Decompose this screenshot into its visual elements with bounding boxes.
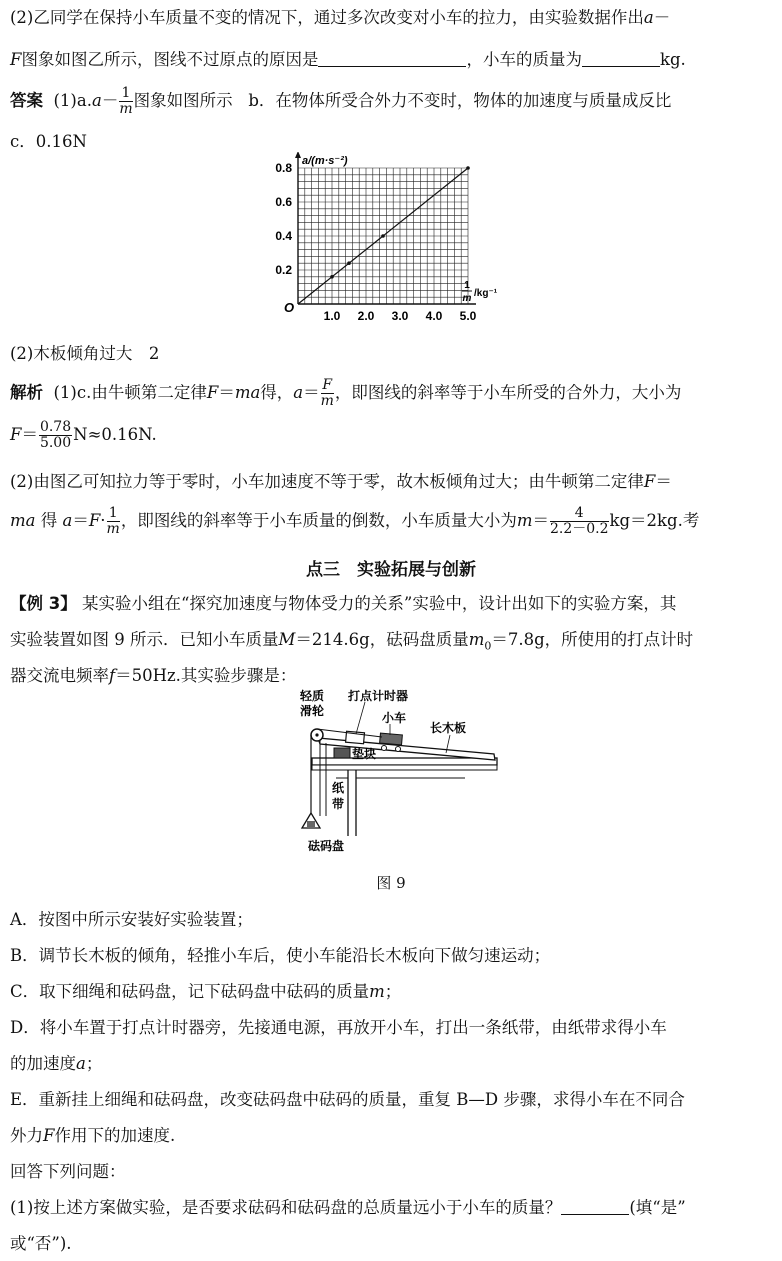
- fraction-numerator: 4: [550, 506, 609, 522]
- answer-text: (1)a.: [53, 91, 92, 110]
- step-text: C．取下细绳和砝码盘，记下砝码盘中砝码的质量: [10, 982, 370, 1001]
- var-F: F: [643, 472, 656, 491]
- step-text: 外力: [10, 1126, 43, 1145]
- fraction-numerator: 1: [107, 506, 120, 522]
- answer-text: b．在物体所受合外力不变时，物体的加速度与质量成反比: [248, 91, 672, 110]
- analysis-label: 解析: [10, 383, 43, 402]
- example-text: 实验装置如图 9 所示．已知小车质量: [10, 630, 279, 649]
- pad-block: [334, 748, 350, 758]
- fraction-denominator: 5.00: [39, 435, 72, 451]
- fraction-denominator: m: [320, 393, 334, 409]
- step-text: 的加速度: [10, 1054, 76, 1073]
- analysis-text: 得: [40, 511, 58, 530]
- answer-label: 答案: [10, 91, 43, 110]
- step-D-line-2: [10, 1052, 774, 1076]
- example-line-2: [10, 628, 774, 658]
- step-C: [10, 980, 774, 1004]
- var-a: a: [76, 1054, 86, 1073]
- step-A: A．按图中所示安装好实验装置；: [10, 910, 253, 929]
- fraction-denominator: 2.2－0.2: [549, 521, 609, 537]
- equals-sign: ＝: [218, 383, 235, 402]
- timer-label: 打点计时器: [348, 689, 409, 703]
- pulley-label-1: 轻质: [300, 689, 325, 703]
- var-m: m: [516, 511, 533, 530]
- question-text: (填“是”: [629, 1198, 686, 1217]
- questions-intro: 回答下列问题：: [10, 1162, 126, 1181]
- paper-tape: [320, 740, 326, 816]
- answer-blank-3[interactable]: [561, 1196, 629, 1215]
- weight-pan: [302, 813, 320, 828]
- subscript: 0: [484, 639, 492, 653]
- example-label: 【例 3】: [10, 594, 77, 613]
- data-point: [330, 275, 334, 279]
- analysis-line-1: [10, 378, 774, 409]
- answer-blank-1[interactable]: [318, 48, 466, 67]
- cart: [380, 733, 403, 745]
- x-tick-label: 3.0: [391, 309, 409, 323]
- y-tick-label: 0.6: [275, 195, 292, 209]
- x-axis-label-denominator: m: [462, 293, 472, 304]
- step-text: ；: [85, 1054, 103, 1073]
- var-a: a: [91, 91, 102, 110]
- equals-sign: ＝: [532, 511, 549, 530]
- step-text: ；: [384, 982, 402, 1001]
- origin-label: O: [284, 300, 295, 315]
- var-a: a: [293, 383, 304, 402]
- x-tick-label: 4.0: [425, 309, 443, 323]
- fraction-1-over-m: [119, 86, 132, 117]
- step-text: 作用下的加速度.: [54, 1126, 176, 1145]
- analysis-text: ，即图线的斜率等于小车质量的倒数，小车质量大小为: [120, 511, 517, 530]
- fraction-denominator: m: [106, 521, 120, 537]
- fraction-numerator: 0.78: [39, 419, 72, 435]
- a-vs-inverse-m-graph: [262, 152, 512, 332]
- y-axis-arrow: [295, 152, 301, 158]
- question-text: (1)按上述方案做实验，是否要求砝码和砝码盘的总质量远小于小车的质量？: [10, 1198, 562, 1217]
- answer-blank-2[interactable]: [582, 48, 660, 67]
- fraction-numerator: 1: [119, 86, 132, 102]
- analysis-text: ，即图线的斜率等于小车所受的合外力，大小为: [334, 383, 682, 402]
- data-point: [381, 234, 385, 238]
- example-text: ＝214.6g，砝码盘质量: [295, 630, 469, 649]
- var-a: a: [643, 8, 654, 27]
- x-axis-label-numerator: 1: [464, 280, 470, 291]
- data-point: [466, 166, 470, 170]
- apparatus-diagram: [290, 688, 500, 870]
- answer-line-1: [10, 86, 774, 117]
- analysis-text: (1)c.由牛顿第二定律: [53, 383, 207, 402]
- answer-text: 图象如图所示: [133, 91, 233, 110]
- pulley-label-2: 滑轮: [300, 704, 325, 718]
- tape-label-1: 纸: [332, 781, 345, 795]
- step-B: B．调节长木板的倾角，轻推小车后，使小车能沿长木板向下做匀速运动；: [10, 946, 551, 965]
- x-tick-label: 1.0: [323, 309, 341, 323]
- question-2-line-1: [10, 6, 774, 30]
- example-text: 某实验小组在“探究加速度与物体受力的关系”实验中，设计出如下的实验方案，其: [81, 594, 677, 613]
- data-point: [347, 261, 351, 265]
- question-2-line-2: [10, 48, 774, 72]
- x-tick-label: 5.0: [459, 309, 477, 323]
- step-E-line-1: E．重新挂上细绳和砝码盘，改变砝码盘中砝码的质量，重复 B—D 步骤，求得小车在不同合: [10, 1090, 685, 1109]
- example-text: ＝7.8g，所使用的打点计时: [491, 630, 694, 649]
- question-1-continued: 或“否”).: [10, 1234, 72, 1253]
- unit-text: kg.: [659, 50, 686, 69]
- step-D-line-1: D．将小车置于打点计时器旁，先接通电源，再放开小车，打出一条纸带，由纸带求得小车: [10, 1018, 667, 1037]
- var-F: F: [43, 1126, 55, 1145]
- y-tick-label: 0.2: [275, 263, 292, 277]
- fraction-1-over-m: [107, 506, 120, 537]
- pan-label: 砝码盘: [308, 839, 345, 853]
- analysis-text: (2)由图乙可知拉力等于零时，小车加速度不等于零，故木板倾角过大；由牛顿第二定律: [10, 472, 644, 491]
- equals-sign: ＝: [303, 383, 320, 402]
- block-label: 垫块: [352, 747, 377, 761]
- var-F: F: [206, 383, 219, 402]
- example-text: ＝50Hz.其实验步骤是：: [115, 666, 297, 685]
- var-a: a: [62, 511, 73, 530]
- analysis-line-3: [10, 470, 774, 494]
- var-M: M: [278, 630, 296, 649]
- var-f: f: [109, 666, 116, 685]
- question-text: (2)乙同学在保持小车质量不变的情况下，通过多次改变对小车的拉力，由实验数据作出: [10, 8, 644, 27]
- var-ma: ma: [234, 383, 261, 402]
- section-title: 点三 实验拓展与创新: [306, 560, 476, 580]
- var-F: F: [10, 425, 22, 444]
- example-line-3: [10, 664, 774, 688]
- analysis-text: 得，: [260, 383, 294, 402]
- equals-sign: ＝: [21, 425, 38, 444]
- dot-operator: ·: [100, 511, 106, 530]
- question-text: 图象如图乙所示，图线不过原点的原因是: [21, 50, 319, 69]
- minus-sign: －: [101, 91, 119, 110]
- fraction-F-over-m: [321, 378, 334, 409]
- minus-sign: －: [653, 8, 671, 27]
- example-line-1: [10, 592, 774, 616]
- y-axis-label: a/(m·s⁻²): [302, 155, 348, 167]
- analysis-line-2: [10, 420, 774, 451]
- equals-sign: ＝: [655, 472, 672, 491]
- answer-line-c: c．0.16N: [10, 132, 87, 151]
- answer-line-2: (2)木板倾角过大 2: [10, 344, 160, 363]
- question-text: ，小车的质量为: [466, 50, 582, 69]
- y-tick-label: 0.8: [275, 161, 292, 175]
- var-ma: ma: [10, 511, 36, 530]
- fraction-0.78-over-5.00: [39, 420, 72, 451]
- board-label: 长木板: [430, 721, 467, 735]
- equals-sign: ＝: [72, 511, 89, 530]
- fraction-4-over-2: [550, 506, 609, 537]
- analysis-line-4: [10, 506, 774, 537]
- var-m0: m: [468, 630, 485, 649]
- fraction-numerator: F: [322, 377, 333, 393]
- tape-label-2: 带: [332, 797, 345, 811]
- var-F: F: [10, 50, 22, 69]
- analysis-text: N≈0.16N.: [73, 425, 157, 444]
- step-E-line-2: [10, 1124, 774, 1148]
- x-axis-label-unit: /kg⁻¹: [474, 288, 498, 299]
- x-tick-label: 2.0: [357, 309, 375, 323]
- example-text: 器交流电频率: [10, 666, 109, 685]
- analysis-text: kg＝2kg.考: [609, 511, 700, 530]
- figure-caption: 图 9: [376, 874, 406, 892]
- y-tick-label: 0.4: [275, 229, 292, 243]
- cart-label: 小车: [382, 711, 407, 725]
- fraction-denominator: m: [119, 101, 133, 117]
- var-m: m: [369, 982, 385, 1001]
- question-1: [10, 1196, 774, 1220]
- var-F: F: [88, 511, 101, 530]
